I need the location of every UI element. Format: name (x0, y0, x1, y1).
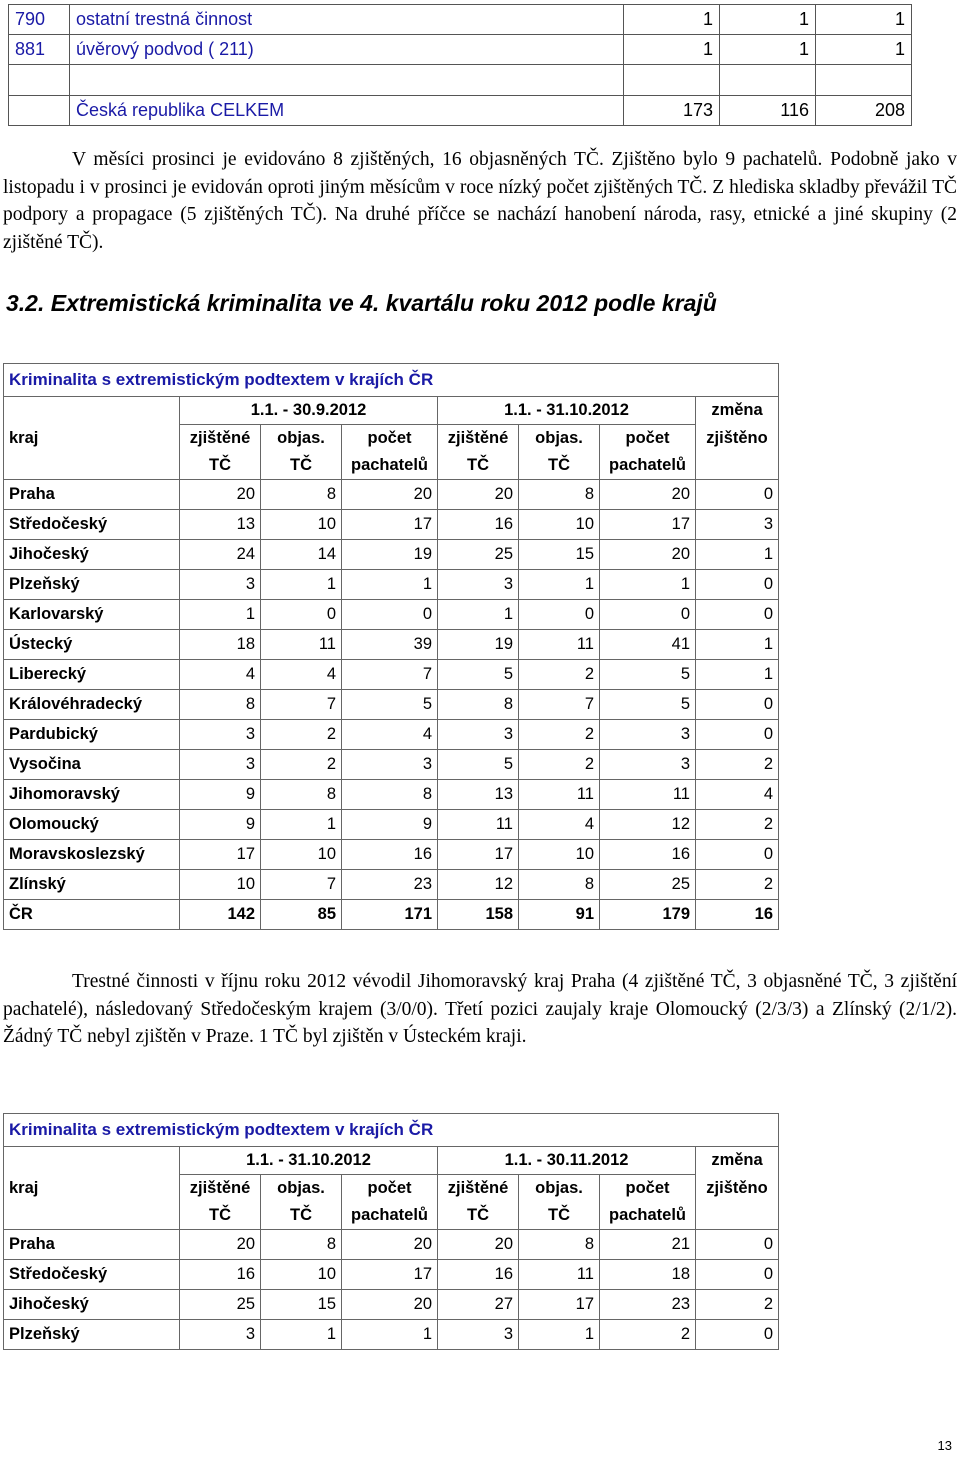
table-cell: 17 (180, 840, 261, 870)
table-cell: 16 (180, 1260, 261, 1290)
crime-code: 790 (9, 5, 70, 35)
table-cell: 0 (696, 570, 779, 600)
table-cell: 8 (261, 780, 342, 810)
table-cell: 8 (438, 690, 519, 720)
table-row (4, 1320, 779, 1350)
regional-extremism-table-1 (3, 363, 779, 930)
table-row (4, 690, 779, 720)
region-name: Ústecký (4, 630, 180, 660)
table-cell: 8 (519, 870, 600, 900)
header-cell (4, 397, 180, 425)
table-cell: 3 (438, 720, 519, 750)
change-header: změna (696, 1147, 779, 1175)
header-cell: zjištěné (180, 425, 261, 453)
table-cell: 3 (600, 750, 696, 780)
table-cell: 20 (438, 480, 519, 510)
header-cell: pachatelů (600, 1202, 696, 1230)
page-number: 13 (937, 1438, 952, 1453)
region-name: Vysočina (4, 750, 180, 780)
table-cell: 3 (180, 570, 261, 600)
change-header: změna (696, 397, 779, 425)
table-cell: 13 (180, 510, 261, 540)
table-cell: 1 (624, 35, 720, 65)
table-cell: 1 (624, 5, 720, 35)
table-cell: 0 (696, 600, 779, 630)
header-cell: TČ (180, 1202, 261, 1230)
table-cell: 17 (438, 840, 519, 870)
header-cell: TČ (261, 452, 342, 480)
table-cell: 8 (519, 1230, 600, 1260)
table-cell (720, 65, 816, 96)
table-cell: 3 (180, 750, 261, 780)
table-cell: 171 (342, 900, 438, 930)
table-cell: 4 (261, 660, 342, 690)
table-cell: 3 (438, 570, 519, 600)
table-cell: 23 (342, 870, 438, 900)
table-cell: 15 (519, 540, 600, 570)
region-name: Plzeňský (4, 570, 180, 600)
table-row (9, 5, 912, 35)
table-cell: 3 (438, 1320, 519, 1350)
table-cell: 9 (180, 810, 261, 840)
table-cell: 3 (342, 750, 438, 780)
period-header: 1.1. - 31.10.2012 (438, 397, 696, 425)
table-cell: 0 (696, 480, 779, 510)
table-cell: 1 (720, 5, 816, 35)
table-header-row (4, 1202, 779, 1230)
table-cell: 17 (342, 1260, 438, 1290)
table-cell: 16 (438, 510, 519, 540)
table-cell: 5 (438, 660, 519, 690)
table-cell: 4 (696, 780, 779, 810)
table-cell: 8 (180, 690, 261, 720)
table-cell: 0 (342, 600, 438, 630)
table-cell: 0 (696, 1320, 779, 1350)
header-cell: TČ (180, 452, 261, 480)
table-cell: 2 (600, 1320, 696, 1350)
section-heading: 3.2. Extremistická kriminalita ve 4. kvartálu roku 2012 podle krajů (6, 290, 717, 316)
table-cell: 20 (342, 1230, 438, 1260)
table-cell: 39 (342, 630, 438, 660)
table-header-row (4, 397, 779, 425)
paragraph-december (3, 146, 957, 256)
total-row (4, 900, 779, 930)
table-cell: 13 (438, 780, 519, 810)
header-cell: TČ (438, 1202, 519, 1230)
paragraph-text: Trestné činnosti v říjnu roku 2012 vévodil Jihomoravský kraj Praha (4 zjištěné TČ, 3 objasněné TČ, 3 zjištění pachatelé), následovaný Středočeským krajem (3/0/0). Třetí pozici zaujaly kraje Olomoucký (2/3/3) a Zlínský (2/1/2). Žádný TČ nebyl zjištěn v Praze. 1 TČ byl zjištěn v Ústeckém kraji. (3, 971, 957, 1048)
header-cell (696, 1202, 779, 1230)
table-cell: 1 (342, 1320, 438, 1350)
table-cell: 17 (342, 510, 438, 540)
header-cell: počet (600, 425, 696, 453)
table-cell: 2 (519, 720, 600, 750)
table-cell: 3 (696, 510, 779, 540)
region-name: Středočeský (4, 1260, 180, 1290)
region-name: Moravskoslezský (4, 840, 180, 870)
table-cell: 10 (261, 840, 342, 870)
table-cell: 3 (600, 720, 696, 750)
table-row (9, 96, 912, 126)
table-row (9, 35, 912, 65)
table-cell: 12 (438, 870, 519, 900)
period-header: 1.1. - 31.10.2012 (180, 1147, 438, 1175)
table-header-row (4, 1147, 779, 1175)
header-cell: zjištěno (696, 1175, 779, 1203)
table-cell: 20 (180, 1230, 261, 1260)
table-cell: 1 (261, 1320, 342, 1350)
table-cell: 10 (519, 510, 600, 540)
regional-extremism-table-2 (3, 1113, 779, 1350)
table-cell: 27 (438, 1290, 519, 1320)
region-name: Karlovarský (4, 600, 180, 630)
period-header: 1.1. - 30.11.2012 (438, 1147, 696, 1175)
table-row (4, 750, 779, 780)
header-cell: TČ (519, 452, 600, 480)
table-cell: 11 (261, 630, 342, 660)
table-row (4, 780, 779, 810)
table-cell: 20 (600, 480, 696, 510)
table-cell: 2 (696, 810, 779, 840)
region-name: ČR (4, 900, 180, 930)
kraj-header: kraj (4, 1175, 180, 1203)
table-cell: 16 (600, 840, 696, 870)
region-name: Jihočeský (4, 1290, 180, 1320)
table-cell: 0 (696, 690, 779, 720)
crime-description (70, 65, 624, 96)
table-cell: 1 (519, 570, 600, 600)
region-name: Zlínský (4, 870, 180, 900)
table-cell: 0 (696, 1260, 779, 1290)
table-header-row (4, 425, 779, 453)
table-cell: 16 (438, 1260, 519, 1290)
table-cell: 10 (261, 1260, 342, 1290)
table-row (4, 1260, 779, 1290)
table-row (4, 510, 779, 540)
crime-code (9, 96, 70, 126)
table-cell: 21 (600, 1230, 696, 1260)
table-cell: 16 (696, 900, 779, 930)
table-cell: 4 (519, 810, 600, 840)
table-cell: 1 (720, 35, 816, 65)
table-row (4, 720, 779, 750)
table-cell: 5 (342, 690, 438, 720)
header-cell: objas. (261, 1175, 342, 1203)
table-cell: 1 (816, 35, 912, 65)
table-cell: 20 (438, 1230, 519, 1260)
table-cell: 5 (438, 750, 519, 780)
table-cell: 1 (696, 660, 779, 690)
table-cell: 17 (519, 1290, 600, 1320)
paragraph-text: V měsíci prosinci je evidováno 8 zjištěných, 16 objasněných TČ. Zjištěno bylo 9 pachatelů. Podobně jako v listopadu i v prosinci je evidován oproti jiným měsícům v roce nízký počet zjištěných TČ. Z hlediska skladby převážil TČ podpory a propagace (5 zjištěných TČ). Na druhé příčce se nachází hanobení národa, rasy, etnické a jiné skupiny (2 zjištěné TČ). (3, 149, 957, 253)
table-cell: 91 (519, 900, 600, 930)
table-cell: 0 (696, 1230, 779, 1260)
table-row (4, 1230, 779, 1260)
region-name: Plzeňský (4, 1320, 180, 1350)
table-header-row (4, 452, 779, 480)
crime-description: ostatní trestná činnost (70, 5, 624, 35)
table-cell: 0 (696, 720, 779, 750)
table-cell: 20 (342, 480, 438, 510)
table-cell: 5 (600, 690, 696, 720)
header-cell: TČ (438, 452, 519, 480)
crime-code (9, 65, 70, 96)
table-cell: 1 (261, 810, 342, 840)
period-header: 1.1. - 30.9.2012 (180, 397, 438, 425)
header-cell: počet (342, 1175, 438, 1203)
table-cell: 1 (600, 570, 696, 600)
crime-description: úvěrový podvod ( 211) (70, 35, 624, 65)
table-cell: 179 (600, 900, 696, 930)
table-row (4, 810, 779, 840)
table-cell: 2 (519, 660, 600, 690)
region-name: Středočeský (4, 510, 180, 540)
table-cell (624, 65, 720, 96)
table-cell: 142 (180, 900, 261, 930)
table-cell: 85 (261, 900, 342, 930)
table-cell: 20 (342, 1290, 438, 1320)
table-cell: 18 (600, 1260, 696, 1290)
table-cell: 7 (342, 660, 438, 690)
table-cell: 2 (696, 750, 779, 780)
table-cell: 5 (600, 660, 696, 690)
table-cell: 8 (261, 480, 342, 510)
region-name: Olomoucký (4, 810, 180, 840)
table-cell: 7 (261, 690, 342, 720)
table-row (4, 630, 779, 660)
table-cell: 3 (180, 1320, 261, 1350)
table-header-row (4, 1175, 779, 1203)
table-cell: 41 (600, 630, 696, 660)
region-name: Pardubický (4, 720, 180, 750)
table-row (4, 1290, 779, 1320)
table-cell: 11 (519, 1260, 600, 1290)
table-cell: 4 (342, 720, 438, 750)
table-cell: 3 (180, 720, 261, 750)
table-cell: 8 (261, 1230, 342, 1260)
table-cell: 1 (696, 630, 779, 660)
table-cell: 18 (180, 630, 261, 660)
header-cell: objas. (519, 1175, 600, 1203)
table-cell: 1 (816, 5, 912, 35)
table-cell: 208 (816, 96, 912, 126)
table-row (4, 570, 779, 600)
table-cell: 17 (600, 510, 696, 540)
header-cell: zjištěné (438, 1175, 519, 1203)
table-cell: 24 (180, 540, 261, 570)
table-row (4, 480, 779, 510)
table-cell: 2 (261, 720, 342, 750)
table-cell: 7 (261, 870, 342, 900)
table-cell: 11 (519, 630, 600, 660)
table-cell: 10 (519, 840, 600, 870)
table-cell: 19 (438, 630, 519, 660)
table-cell: 2 (261, 750, 342, 780)
table-cell: 10 (180, 870, 261, 900)
table-row (9, 65, 912, 96)
table-cell: 0 (696, 840, 779, 870)
table-cell: 8 (342, 780, 438, 810)
table-cell: 158 (438, 900, 519, 930)
header-cell: objas. (519, 425, 600, 453)
table-cell: 25 (180, 1290, 261, 1320)
crime-description: Česká republika CELKEM (70, 96, 624, 126)
kraj-header: kraj (4, 425, 180, 453)
table-cell: 9 (180, 780, 261, 810)
table-row (4, 540, 779, 570)
header-cell: objas. (261, 425, 342, 453)
header-cell: počet (342, 425, 438, 453)
table-cell: 14 (261, 540, 342, 570)
table-cell: 25 (438, 540, 519, 570)
header-cell (4, 1147, 180, 1175)
table-title: Kriminalita s extremistickým podtextem v krajích ČR (4, 364, 779, 397)
table-cell: 0 (261, 600, 342, 630)
table-cell: 23 (600, 1290, 696, 1320)
table-cell: 25 (600, 870, 696, 900)
region-name: Praha (4, 480, 180, 510)
region-name: Jihomoravský (4, 780, 180, 810)
table-cell: 2 (696, 870, 779, 900)
header-cell (4, 452, 180, 480)
region-name: Jihočeský (4, 540, 180, 570)
table-cell: 4 (180, 660, 261, 690)
region-name: Praha (4, 1230, 180, 1260)
table-cell: 0 (519, 600, 600, 630)
table-title: Kriminalita s extremistickým podtextem v krajích ČR (4, 1114, 779, 1147)
header-cell: pachatelů (342, 452, 438, 480)
header-cell: zjištěno (696, 425, 779, 453)
header-cell (4, 1202, 180, 1230)
table-row (4, 840, 779, 870)
table-cell: 19 (342, 540, 438, 570)
crime-code: 881 (9, 35, 70, 65)
table-cell: 0 (600, 600, 696, 630)
table-cell: 20 (600, 540, 696, 570)
header-cell: TČ (261, 1202, 342, 1230)
table-cell: 15 (261, 1290, 342, 1320)
table-cell: 2 (696, 1290, 779, 1320)
table-cell: 116 (720, 96, 816, 126)
table-cell: 2 (519, 750, 600, 780)
table-cell: 1 (180, 600, 261, 630)
table-cell: 9 (342, 810, 438, 840)
table-cell: 1 (342, 570, 438, 600)
header-cell: pachatelů (342, 1202, 438, 1230)
table-cell: 1 (438, 600, 519, 630)
table-row (4, 660, 779, 690)
header-cell: zjištěné (438, 425, 519, 453)
region-name: Liberecký (4, 660, 180, 690)
paragraph-october (3, 968, 957, 1051)
header-cell: TČ (519, 1202, 600, 1230)
table-row (4, 870, 779, 900)
header-cell (696, 452, 779, 480)
header-cell: zjištěné (180, 1175, 261, 1203)
table-cell: 20 (180, 480, 261, 510)
table-row (4, 600, 779, 630)
table-cell: 11 (600, 780, 696, 810)
table-cell: 1 (519, 1320, 600, 1350)
table-cell: 1 (696, 540, 779, 570)
header-cell: pachatelů (600, 452, 696, 480)
table-cell: 10 (261, 510, 342, 540)
table-cell: 7 (519, 690, 600, 720)
table-cell: 11 (438, 810, 519, 840)
table-cell: 1 (261, 570, 342, 600)
region-name: Královéhradecký (4, 690, 180, 720)
header-cell: počet (600, 1175, 696, 1203)
table-cell: 8 (519, 480, 600, 510)
table-cell: 16 (342, 840, 438, 870)
table-cell: 12 (600, 810, 696, 840)
crime-type-table (8, 4, 912, 126)
table-cell (816, 65, 912, 96)
table-cell: 173 (624, 96, 720, 126)
table-cell: 11 (519, 780, 600, 810)
